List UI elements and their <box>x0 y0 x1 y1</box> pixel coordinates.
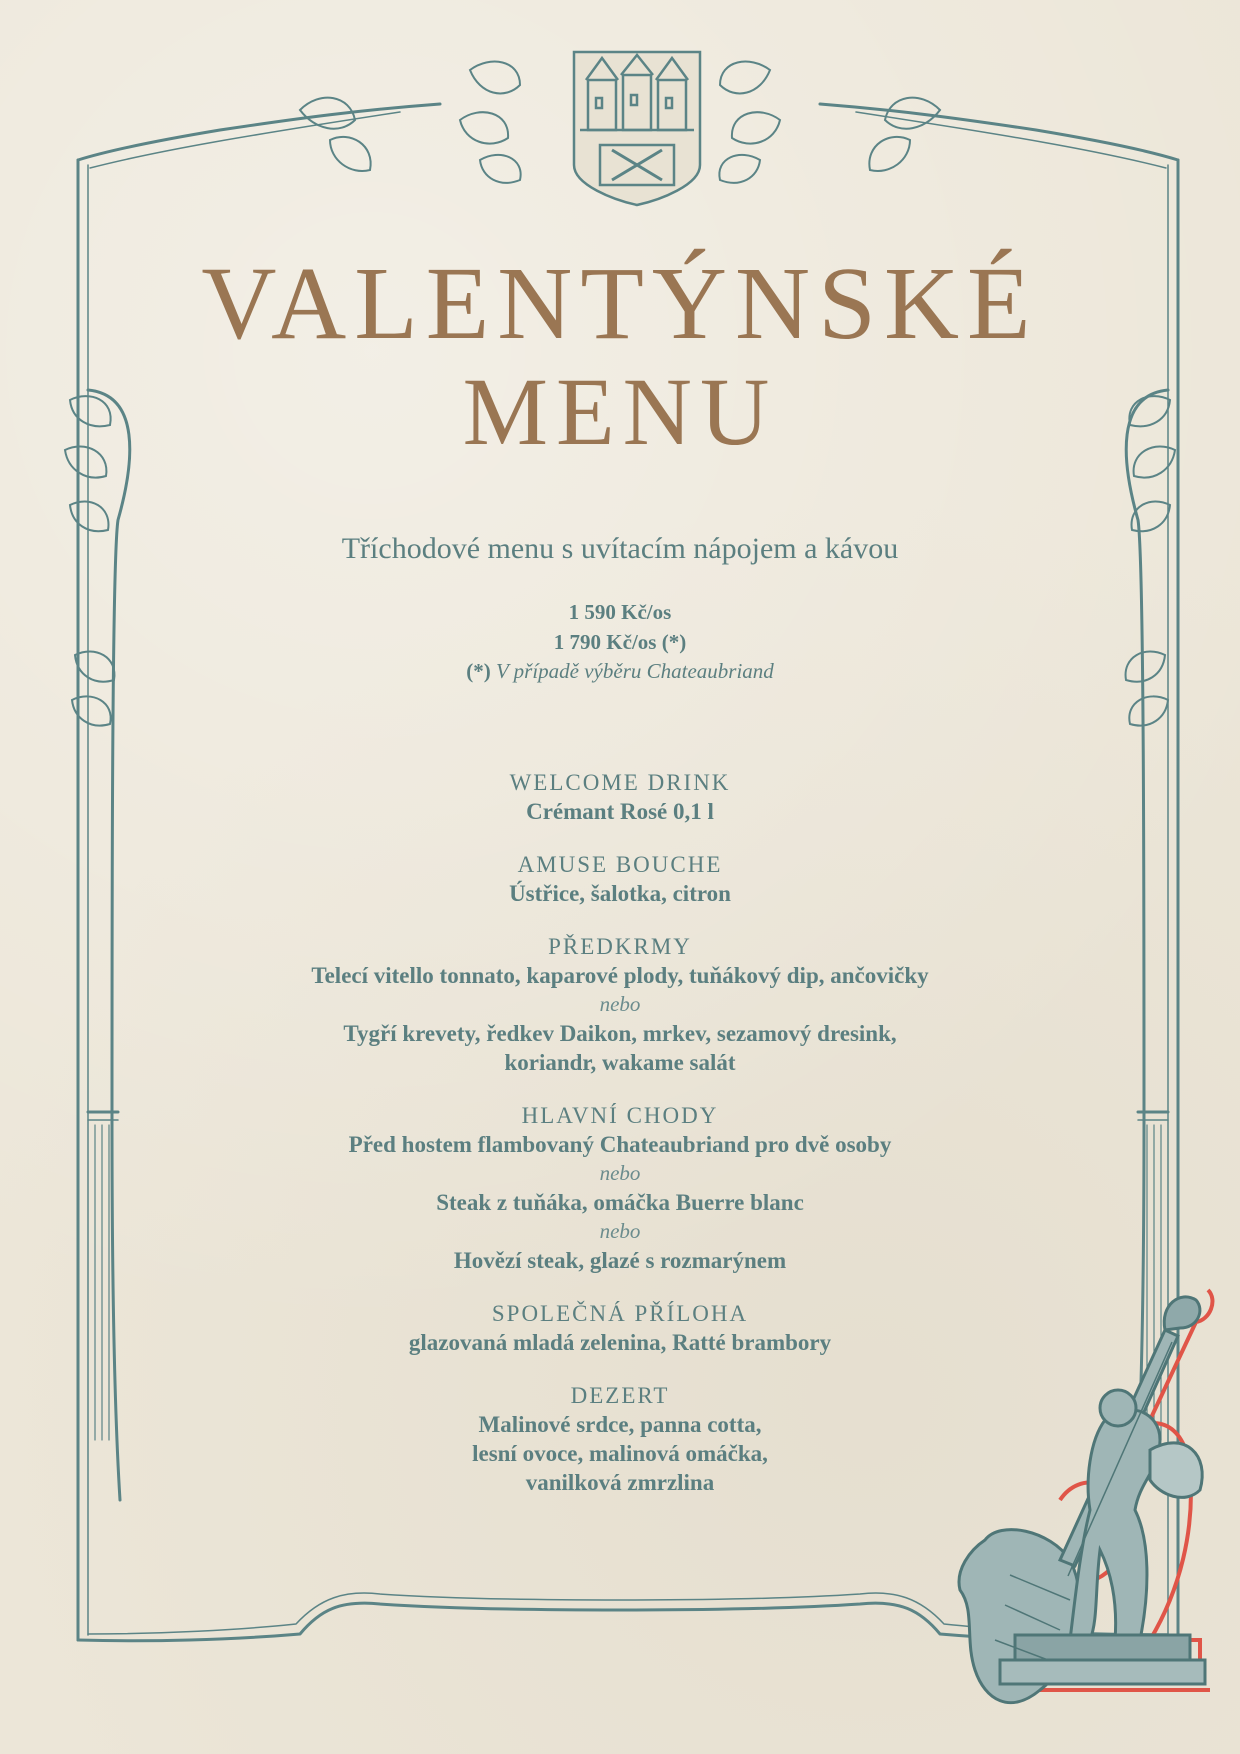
subtitle: Tříchodové menu s uvítacím nápojem a kávou <box>341 532 899 565</box>
or-separator: nebo <box>599 992 641 1016</box>
or-separator: nebo <box>599 1219 641 1243</box>
course-heading: PŘEDKRMY <box>548 934 692 959</box>
dish-line: Crémant Rosé 0,1 l <box>526 799 714 824</box>
dish-line: lesní ovoce, malinová omáčka, <box>472 1441 768 1466</box>
dish-line: koriandr, wakame salát <box>504 1050 736 1075</box>
course-side <box>0 1299 1240 1357</box>
page-title-line-2: MENU <box>462 358 778 465</box>
dish-line: Telecí vitello tonnato, kaparové plody, tuňákový dip, ančovičky <box>311 963 929 988</box>
dish-line: Malinové srdce, panna cotta, <box>478 1412 762 1437</box>
or-separator: nebo <box>599 1161 641 1185</box>
price-note-mark: (*) <box>466 659 491 683</box>
dish-line: Steak z tuňáka, omáčka Buerre blanc <box>436 1190 804 1215</box>
dish-line: Hovězí steak, glazé s rozmarýnem <box>453 1248 787 1273</box>
course-heading: DEZERT <box>570 1383 670 1408</box>
dish-line: Ústřice, šalotka, citron <box>509 881 731 906</box>
dish-line: Tygří krevety, ředkev Daikon, mrkev, sezamový dresink, <box>343 1021 897 1046</box>
course-main <box>0 1101 1240 1275</box>
dish-line: Před hostem flambovaný Chateaubriand pro dvě osoby <box>348 1132 892 1157</box>
course-dessert <box>0 1381 1240 1497</box>
dish-line: vanilková zmrzlina <box>525 1470 715 1495</box>
price-note-text: V případě výběru Chateaubriand <box>495 659 774 683</box>
price-standard: 1 590 Kč/os <box>568 600 672 624</box>
course-welcome-drink <box>0 768 1240 826</box>
course-amuse-bouche <box>0 850 1240 908</box>
course-heading: SPOLEČNÁ PŘÍLOHA <box>491 1301 749 1326</box>
course-heading: HLAVNÍ CHODY <box>521 1103 719 1128</box>
dish-line: glazovaná mladá zelenina, Ratté brambory <box>408 1330 832 1355</box>
course-starters <box>0 932 1240 1077</box>
course-heading: WELCOME DRINK <box>509 770 731 795</box>
price-chateaubriand: 1 790 Kč/os (*) <box>553 630 687 654</box>
page-title: VALENTÝNSKÉ <box>201 246 1039 361</box>
course-heading: AMUSE BOUCHE <box>517 852 723 877</box>
price-note <box>0 659 1240 684</box>
menu-courses <box>0 768 1240 1521</box>
